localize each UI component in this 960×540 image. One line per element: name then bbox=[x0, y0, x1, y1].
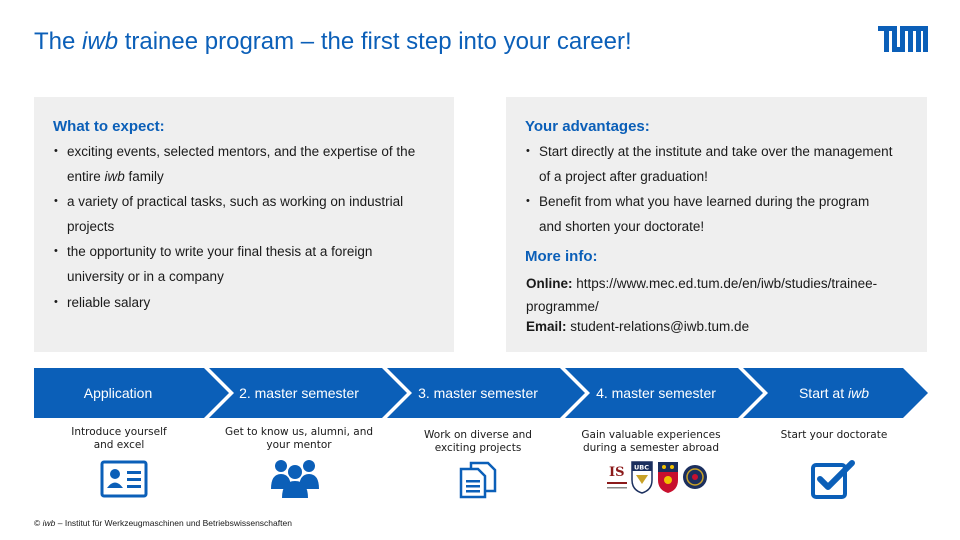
university-logo-stellenbosch bbox=[606, 460, 628, 494]
footer-text: © iwb – Institut für Werkzeugmaschinen und Betriebswissenschaften bbox=[34, 518, 292, 528]
id-card-icon bbox=[100, 460, 148, 498]
step-application-desc: Introduce yourself and excel bbox=[71, 426, 167, 451]
page-title: The iwb trainee program – the first step into your career! bbox=[34, 28, 632, 55]
advantages-heading: Your advantages: bbox=[525, 118, 650, 135]
university-logo-shield bbox=[656, 460, 680, 494]
documents-icon bbox=[458, 461, 498, 499]
expect-item: • reliable salary bbox=[54, 290, 436, 315]
expect-item: • a variety of practical tasks, such as working on industrial projects bbox=[54, 189, 436, 239]
checkbox-icon bbox=[810, 458, 856, 500]
step-3-label: 3. master semester bbox=[418, 385, 538, 401]
step-5-label: Start at iwb bbox=[798, 385, 870, 401]
tum-logo bbox=[878, 26, 928, 52]
expect-heading: What to expect: bbox=[53, 118, 165, 135]
advantage-item: • Start directly at the institute and take over the management of a project after graduation! bbox=[526, 139, 909, 189]
expect-item: • exciting events, selected mentors, and the expertise of the entire iwb family bbox=[54, 139, 436, 189]
step-4-desc: Gain valuable experiences during a semester abroad bbox=[581, 429, 721, 454]
svg-text:IS: IS bbox=[609, 465, 625, 480]
step-5-desc: Start your doctorate bbox=[780, 429, 888, 441]
university-logo-ubc bbox=[630, 460, 654, 494]
expect-panel bbox=[34, 97, 454, 352]
online-link[interactable]: Online: https://www.mec.ed.tum.de/en/iwb/studies/trainee- programme/ bbox=[526, 276, 878, 314]
advantages-panel bbox=[506, 97, 927, 352]
university-logo-seal bbox=[682, 460, 708, 494]
group-icon bbox=[270, 457, 320, 499]
step-2-label: 2. master semester bbox=[239, 385, 359, 401]
step-3-desc: Work on diverse and exciting projects bbox=[424, 429, 532, 454]
step-4-label: 4. master semester bbox=[596, 385, 716, 401]
step-application-label: Application bbox=[83, 385, 153, 401]
step-2-desc: Get to know us, alumni, and your mentor bbox=[224, 426, 374, 451]
more-info-heading: More info: bbox=[525, 248, 598, 265]
svg-text:UBC: UBC bbox=[634, 463, 650, 472]
advantage-item: • Benefit from what you have learned during the program and shorten your doctorate! bbox=[526, 189, 909, 239]
email-link[interactable]: Email: student-relations@iwb.tum.de bbox=[526, 319, 750, 334]
expect-item: • the opportunity to write your final thesis at a foreign university or in a company bbox=[54, 239, 436, 289]
